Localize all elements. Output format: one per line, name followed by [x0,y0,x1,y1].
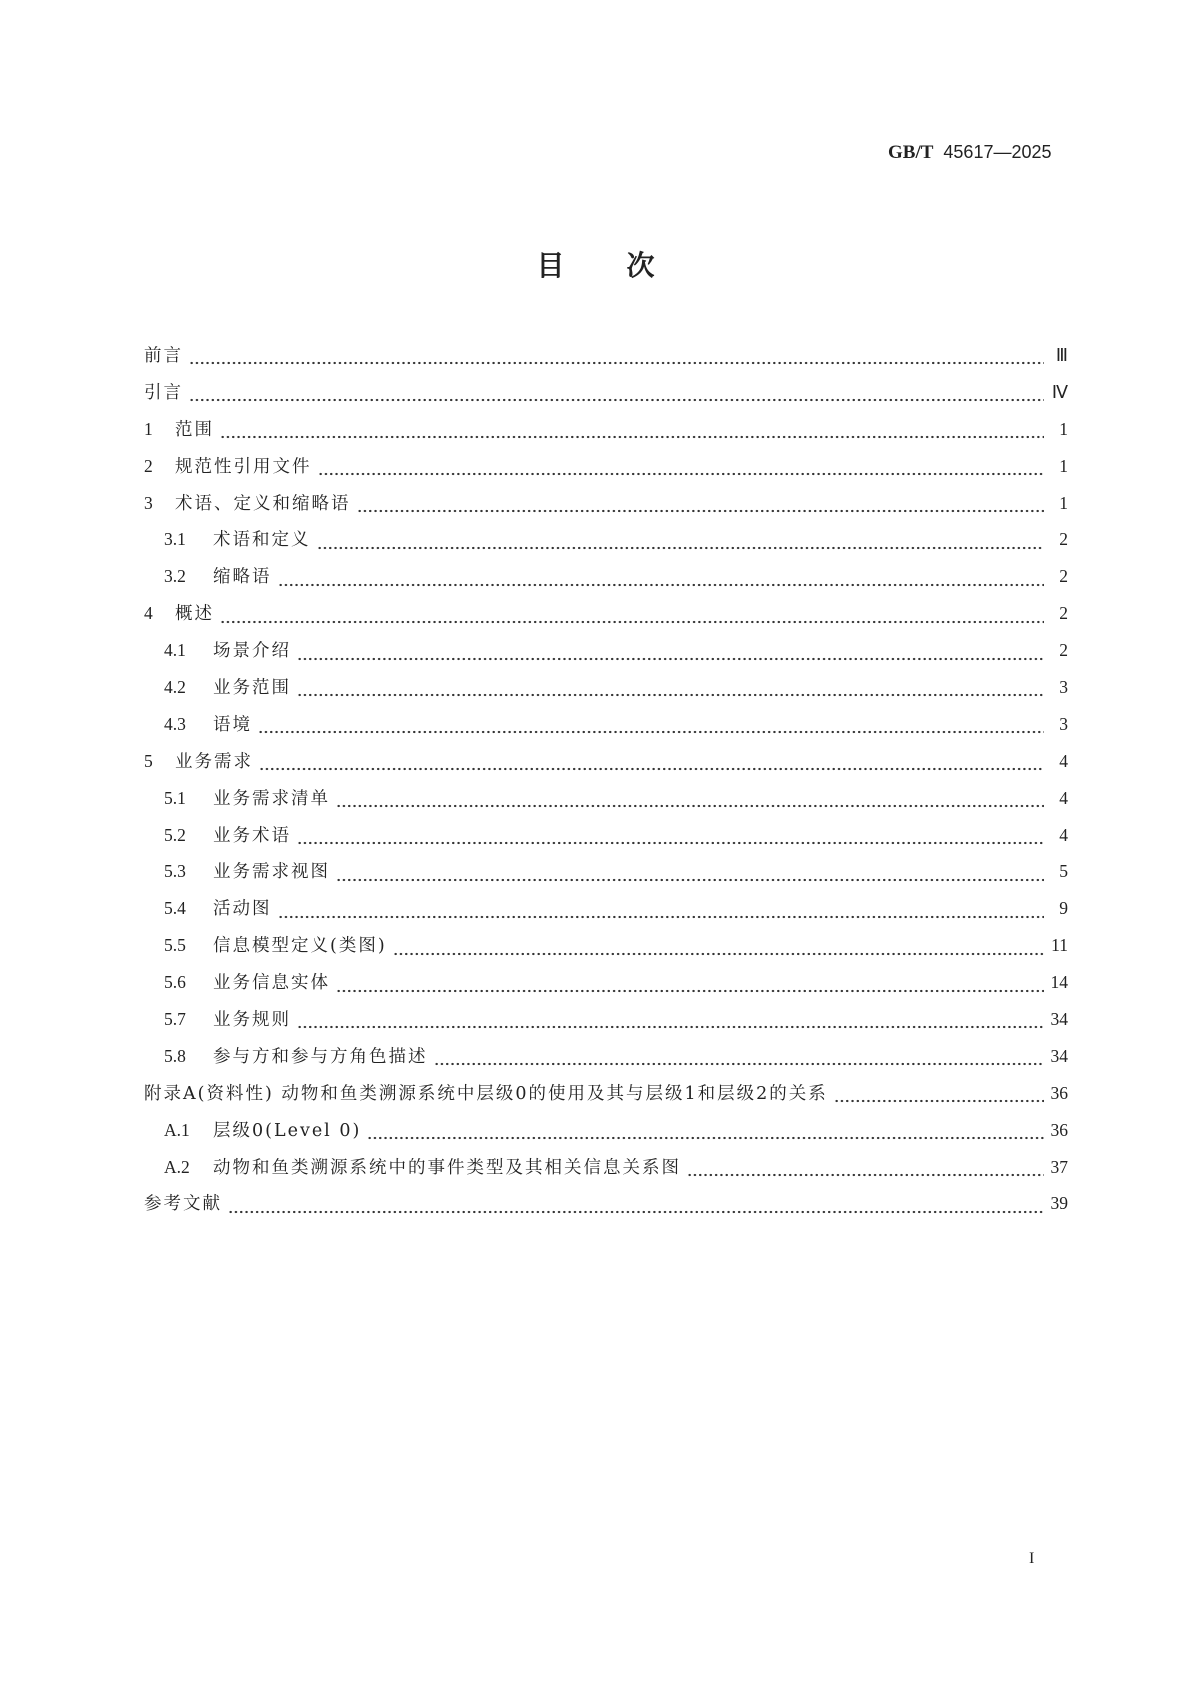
dot-leader [297,657,1044,661]
toc-entry-label: 层级0(Level 0) [213,1120,362,1141]
dot-leader [434,1062,1045,1066]
toc-entry-page: 5 [1059,861,1068,882]
toc-entry-label: 业务规则 [213,1010,291,1031]
toc-entry[interactable] [144,637,1068,674]
dot-leader [336,804,1044,808]
toc-entry-label: 语境 [213,714,252,735]
dot-leader [278,915,1045,919]
toc-entry[interactable] [144,1190,1068,1227]
toc-entry-number: 3.1 [164,529,186,550]
dot-leader [297,693,1044,697]
dot-leader [357,509,1045,513]
dot-leader [336,878,1044,882]
toc-entry[interactable] [144,1006,1068,1043]
dot-leader [278,583,1045,587]
document-header [888,142,1052,164]
toc-entry-label: 引言 [144,382,183,403]
toc-entry-page: 1 [1059,418,1068,439]
toc-entry-page: 9 [1059,898,1068,919]
toc-entry[interactable] [144,416,1068,453]
toc-entry[interactable] [144,490,1068,527]
dot-leader [189,398,1044,402]
dot-leader [297,1025,1044,1029]
dot-leader [220,435,1044,439]
toc-entry-number: 2 [144,455,153,476]
toc-entry-number: A.1 [164,1119,190,1140]
toc-entry-label: 场景介绍 [213,641,291,662]
toc-entry[interactable] [144,932,1068,969]
dot-leader [367,1136,1044,1140]
toc-entry-label: 业务术语 [213,825,291,846]
toc-entry-page: Ⅳ [1051,381,1068,402]
toc-entry-label: 业务信息实体 [213,973,330,994]
toc-entry[interactable] [144,1117,1068,1154]
toc-entry-label: 业务需求清单 [213,788,330,809]
toc-entry-page: 37 [1050,1156,1068,1177]
standard-number: 45617—2025 [943,142,1052,162]
toc-entry-label: 活动图 [213,899,272,920]
toc-entry-number: 4.3 [164,713,186,734]
toc-entry-page: 36 [1050,1119,1068,1140]
toc-entry-number: 5.6 [164,972,186,993]
toc-entry-number: 5.8 [164,1045,186,1066]
dot-leader [297,841,1044,845]
toc-entry[interactable] [144,379,1068,416]
toc-entry-number: 1 [144,418,153,439]
toc-entry-label: 前言 [144,346,183,366]
table-of-contents [144,342,1068,1227]
toc-entry-label: 概述 [175,604,214,625]
toc-entry-number: 3 [144,492,153,513]
toc-entry-label: 附录A(资料性) 动物和鱼类溯源系统中层级0的使用及其与层级1和层级2的关系 [144,1083,828,1104]
dot-leader [317,546,1045,550]
toc-entry[interactable] [144,748,1068,785]
toc-entry-page: 4 [1059,750,1068,771]
dot-leader [318,472,1045,476]
toc-entry-page: 2 [1059,640,1068,661]
toc-entry[interactable] [144,785,1068,822]
toc-entry[interactable] [144,600,1068,637]
toc-entry-label: 业务范围 [213,678,291,699]
toc-entry-label: 缩略语 [213,567,272,588]
toc-entry[interactable] [144,969,1068,1006]
toc-entry-number: 5.7 [164,1009,186,1030]
dot-leader [336,989,1044,993]
toc-entry-label: 参与方和参与方角色描述 [213,1046,428,1067]
toc-entry-label: 术语、定义和缩略语 [175,493,351,514]
toc-entry-page: 36 [1050,1082,1068,1103]
toc-entry-number: 5.5 [164,935,186,956]
toc-entry[interactable] [144,526,1068,563]
toc-entry-page: 34 [1050,1009,1068,1030]
toc-entry-page: 14 [1050,972,1068,993]
toc-entry-number: 4 [144,603,153,624]
toc-entry-page: 2 [1059,529,1068,550]
toc-entry-label: 规范性引用文件 [175,456,312,477]
page-title: 目次 [536,249,717,282]
toc-entry-number: 5 [144,750,153,771]
toc-entry-page: 2 [1059,566,1068,587]
toc-entry-number: 5.4 [164,898,186,919]
toc-entry-label: 术语和定义 [213,530,311,551]
toc-entry[interactable] [144,453,1068,490]
toc-entry-number: 5.2 [164,824,186,845]
toc-entry-number: 3.2 [164,566,186,587]
toc-entry-page: 39 [1050,1193,1068,1214]
dot-leader [258,730,1044,734]
toc-entry-page: 4 [1059,824,1068,845]
toc-entry-number: 4.2 [164,677,186,698]
toc-entry[interactable] [144,822,1068,859]
dot-leader [189,361,1044,365]
dot-leader [393,952,1044,956]
page-number: I [1029,1550,1035,1567]
toc-entry[interactable] [144,342,1068,379]
toc-entry[interactable] [144,1080,1068,1117]
dot-leader [220,620,1044,624]
toc-entry-label: 信息模型定义(类图) [213,936,387,957]
toc-entry-page: Ⅲ [1055,345,1068,365]
toc-entry-page: 4 [1059,787,1068,808]
toc-entry-page: 3 [1059,713,1068,734]
toc-entry-label: 动物和鱼类溯源系统中的事件类型及其相关信息关系图 [213,1157,681,1178]
toc-entry-page: 11 [1051,935,1068,956]
toc-entry[interactable] [144,711,1068,748]
toc-entry-page: 3 [1059,677,1068,698]
toc-entry[interactable] [144,895,1068,932]
toc-entry-number: 5.3 [164,861,186,882]
toc-entry-number: A.2 [164,1156,190,1177]
dot-leader [259,767,1044,771]
toc-entry-label: 范围 [175,419,214,440]
toc-entry[interactable] [144,674,1068,711]
standard-prefix: GB/T [888,142,934,163]
dot-leader [687,1173,1044,1177]
toc-entry-page: 1 [1059,492,1068,513]
toc-entry-number: 4.1 [164,640,186,661]
toc-entry[interactable] [144,563,1068,600]
toc-entry[interactable] [144,1154,1068,1191]
toc-entry[interactable] [144,858,1068,895]
toc-entry-label: 业务需求视图 [213,862,330,883]
toc-entry-page: 2 [1059,603,1068,624]
toc-entry[interactable] [144,1043,1068,1080]
toc-entry-page: 34 [1050,1045,1068,1066]
toc-entry-label: 参考文献 [144,1194,222,1215]
toc-entry-number: 5.1 [164,787,186,808]
dot-leader [834,1099,1044,1103]
toc-entry-page: 1 [1059,455,1068,476]
toc-entry-label: 业务需求 [175,751,253,772]
dot-leader [228,1210,1044,1214]
